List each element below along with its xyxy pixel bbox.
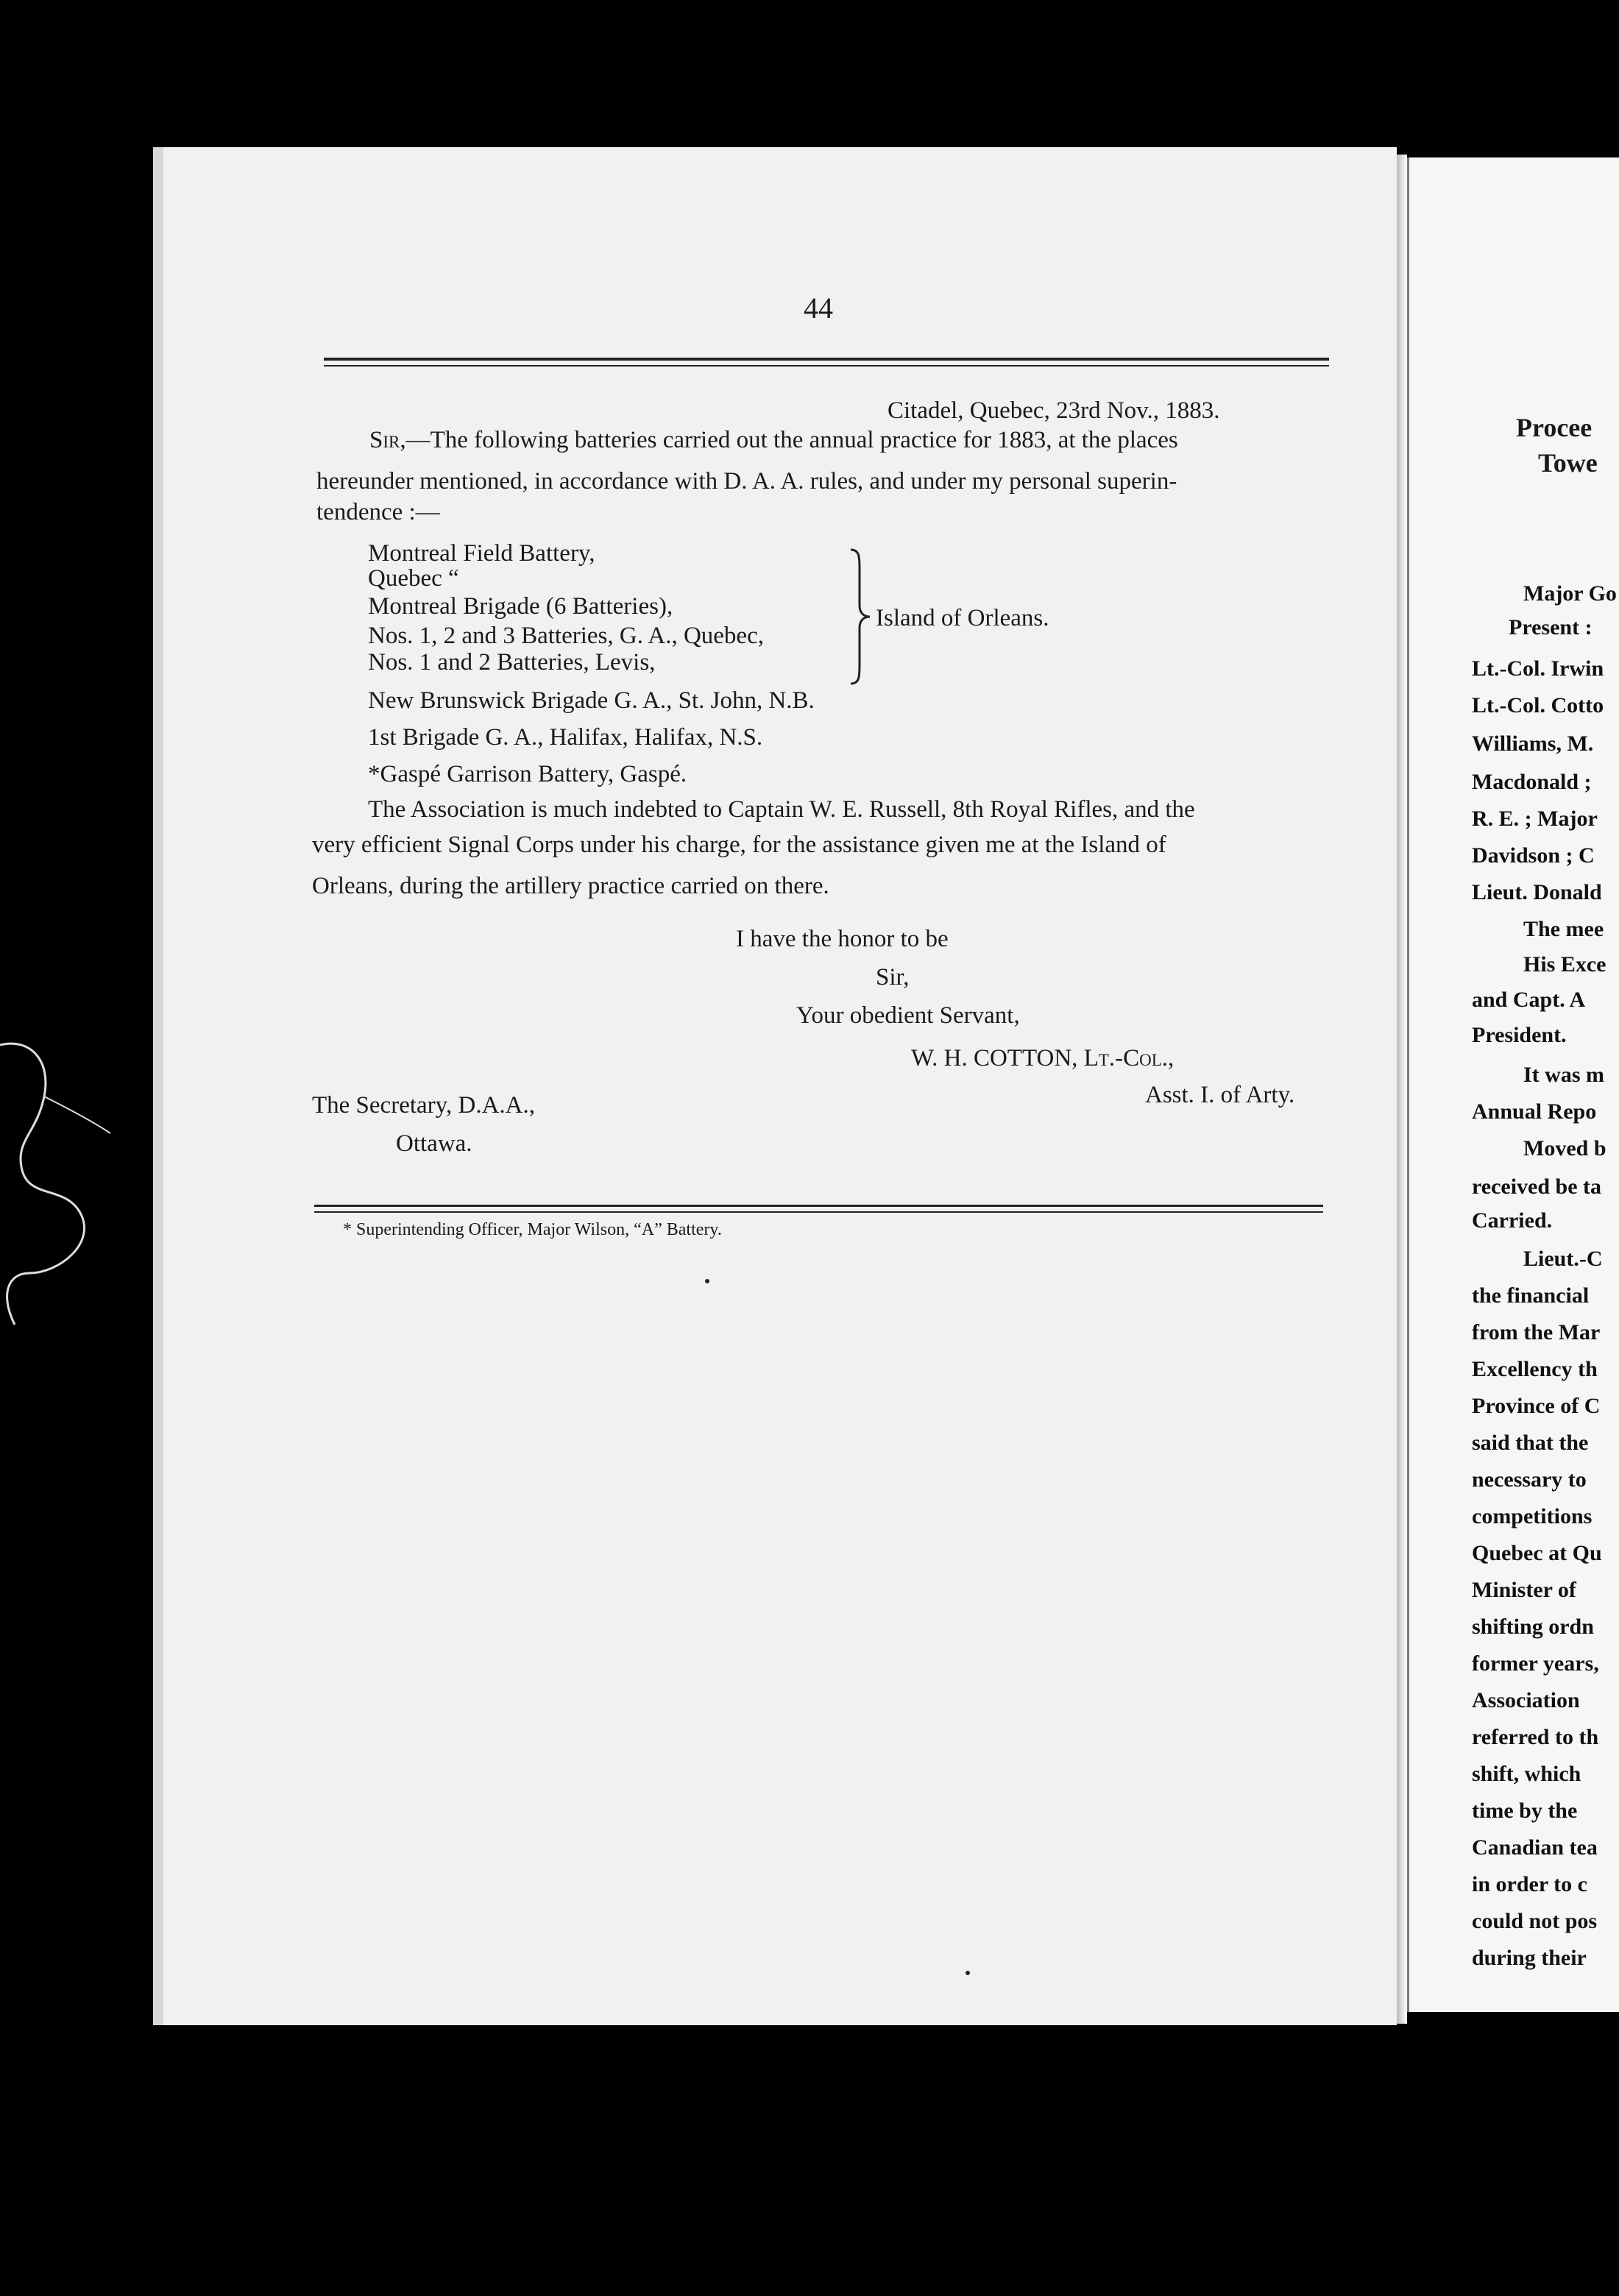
right-text-line: Association [1472,1688,1580,1712]
closing-line-1: I have the honor to be [736,926,949,952]
right-text-line: Annual Repo [1472,1099,1597,1124]
right-text-line: The mee [1523,917,1604,941]
opening-line-2: hereunder mentioned, in accordance with D. A. A. rules, and under my personal superin- [316,468,1177,495]
right-text-line: R. E. ; Major [1472,807,1598,831]
right-text-line: during their [1472,1946,1587,1970]
closing-line-3: Your obedient Servant, [796,1002,1020,1029]
right-text-line: Excellency th [1472,1357,1598,1381]
right-text-line: Lieut.-C [1523,1247,1603,1271]
book-gutter [1397,155,1407,2024]
ink-speck [705,1279,709,1283]
salutation: Sir, [369,427,406,453]
footnote: * Superintending Officer, Major Wilson, “A” Battery. [343,1220,722,1239]
battery-braced-2: Quebec “ [368,565,459,592]
right-text-line: received be ta [1472,1174,1602,1199]
right-text-line: Quebec at Qu [1472,1541,1602,1565]
signature [911,1045,1174,1072]
right-text-line: President. [1472,1023,1567,1047]
ink-speck [966,1971,970,1975]
right-text-line: Present : [1509,615,1593,639]
page-number: 44 [804,291,833,325]
right-text-line: It was m [1523,1063,1604,1087]
right-text-line: competitions [1472,1504,1593,1528]
right-text-line: Macdonald ; [1472,770,1592,794]
battery-braced-5: Nos. 1 and 2 Batteries, Levis, [368,649,656,676]
battery-other-2: 1st Brigade G. A., Halifax, Halifax, N.S. [368,724,763,751]
right-text-line: Minister of [1472,1578,1576,1602]
right-text-line: shifting ordn [1472,1615,1594,1639]
dateline: Citadel, Quebec, 23rd Nov., 1883. [888,397,1220,424]
brace-label: Island of Orleans. [876,605,1049,631]
right-text-line: Williams, M. [1472,731,1594,756]
addressee-line-2: Ottawa. [396,1130,472,1157]
battery-other-1: New Brunswick Brigade G. A., St. John, N.B. [368,687,815,714]
right-text-line: the financial [1472,1283,1590,1308]
right-text-line: Carried. [1472,1208,1553,1233]
footnote-rule [314,1205,1323,1213]
battery-other-3: *Gaspé Garrison Battery, Gaspé. [368,761,687,787]
battery-braced-4: Nos. 1, 2 and 3 Batteries, G. A., Quebec, [368,623,764,649]
header-rule [324,358,1329,366]
signature-name: W. H. COTTON, [911,1045,1078,1071]
right-text-line: could not pos [1472,1909,1598,1933]
right-text-line: said that the [1472,1431,1589,1455]
addressee-line-1: The Secretary, D.A.A., [312,1092,535,1119]
right-heading-line: Procee [1516,413,1593,442]
signature-rank: Lt.-Col., [1083,1045,1175,1071]
closing-line-2: Sir, [876,964,910,991]
right-text-line: Moved b [1523,1136,1606,1161]
battery-braced-1: Montreal Field Battery, [368,540,595,567]
opening-line-3: tendence :— [316,499,440,525]
right-text-line: Davidson ; C [1472,843,1595,868]
right-text-line: and Capt. A [1472,988,1586,1012]
right-text-line: in order to c [1472,1872,1587,1896]
right-text-line: Lt.-Col. Cotto [1472,693,1604,718]
right-text-line: former years, [1472,1651,1599,1676]
right-heading-line: Towe [1538,448,1598,478]
battery-braced-3: Montreal Brigade (6 Batteries), [368,593,673,620]
right-text-line: from the Mar [1472,1320,1601,1344]
right-text-line: Canadian tea [1472,1835,1598,1860]
signature-title: Asst. I. of Arty. [1145,1082,1295,1108]
right-text-line: shift, which [1472,1762,1581,1786]
right-text-line: time by the [1472,1799,1578,1823]
right-text-line: His Exce [1523,952,1606,977]
opening-line-1: Sir,—The following batteries carried out the annual practice for 1883, at the places [369,427,1178,453]
para2-line-2: very efficient Signal Corps under his charge, for the assistance given me at the Island of [312,832,1166,858]
right-text-line: necessary to [1472,1467,1587,1492]
right-text-line: Major Go [1523,581,1617,606]
para2-line-1: The Association is much indebted to Captain W. E. Russell, 8th Royal Rifles, and the [368,796,1195,823]
right-text-line: Lieut. Donald [1472,880,1602,904]
para2-line-3: Orleans, during the artillery practice carried on there. [312,873,829,899]
thread-artifact [0,1030,118,1339]
right-text-line: referred to th [1472,1725,1599,1749]
right-brace [848,547,873,687]
right-text-line: Province of C [1472,1394,1601,1418]
right-text-line: Lt.-Col. Irwin [1472,656,1604,681]
